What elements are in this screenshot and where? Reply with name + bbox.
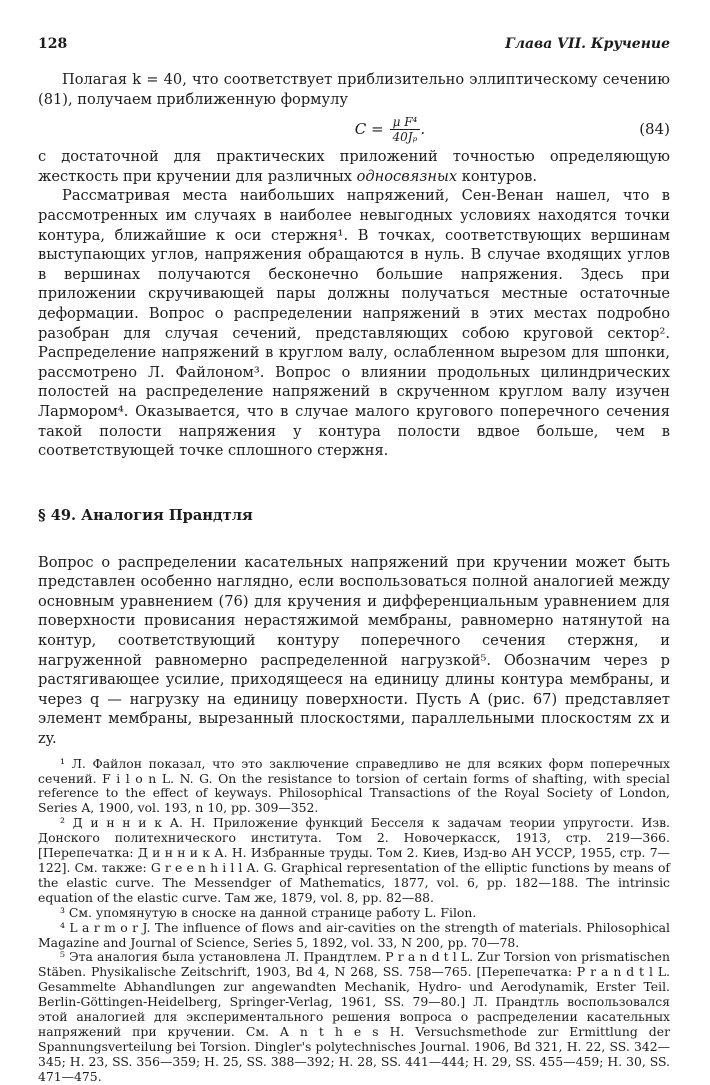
paragraph-rigidity: [38, 147, 670, 186]
formula-denominator: 40Jₚ: [392, 129, 418, 144]
formula-lhs: C =: [354, 120, 384, 139]
footnote-4: ⁴ L a r m o r J. The influence of flows and air-cavities on the strength of materials. Philosophical Magazine and Journal of Science, Series 5, 1892, vol. 33, N 200, pp. 70—78.: [38, 919, 670, 950]
footnote-3: ³ См. упомянутую в сноске на данной странице работу L. Filon.: [60, 904, 477, 920]
running-header: [38, 36, 670, 56]
paragraph-saint-venant: Рассматривая места наибольших напряжений, Сен-Венан нашел, что в рассмотренных им случаях в наиболее невыгодных условиях находятся точки контура, ближайшие к оси стержня¹. В точках, соответствующих вершинам выступающих углов, напряжения обращаются в нуль. В случае входящих углов в вершинах получаются бесконечно большие напряжения. Здесь при приложении скручивающей пары должны получаться местные остаточные деформации. Вопрос о распределении напряжений в этих местах подробно разобран для случая сечений, представляющих собою круговой сектор². Распределение напряжений в круглом валу, ослабленном вырезом для шпонки, рассмотрено Л. Файлоном³. Вопрос о влиянии продольных цилиндрических полостей на распределение напряжений в скрученном круглом валу изучен Лармором⁴. Оказывается, что в случае малого кругового поперечного сечения такой полости напряжения у контура полости вдвое больше, чем в соответствующей точке сплошного стержня.: [38, 187, 670, 460]
section-title: § 49. Аналогия Прандтля: [38, 506, 253, 524]
paragraph-rigidity-end: контуров.: [461, 167, 537, 185]
paragraph-intro: Полагая k = 40, что соответствует приблизительно эллиптическому сечению (81), получаем приближенную формулу: [38, 71, 670, 108]
chapter-title: Глава VII. Кручение: [505, 36, 670, 52]
footnote-1: ¹ Л. Файлон показал, что это заключение справедливо не для всяких форм поперечных сечений. F i l o n L. N. G. On the resistance to torsion of certain forms of shafting, with special reference to the effect of keyways. Philosophical Transactions of the Royal Society of London, Series A, 1900, vol. 193, n 10, pp. 309—352.: [38, 755, 670, 816]
italic-term: односвязных: [356, 167, 458, 185]
paragraph-rigidity-text: с достаточной для практических приложений точностью определяющую жесткость при кручении для различных: [38, 148, 670, 185]
equation-number: (84): [639, 120, 670, 139]
footnotes: [38, 757, 670, 1085]
page: [38, 36, 670, 1085]
footnote-5: ⁵ Эта аналогия была установлена Л. Прандтлем. P r a n d t l L. Zur Torsion von prismatischen Stäben. Physikalische Zeitschrift, 1903, Bd 4, N 268, SS. 758—765. [Перепечатка: P r a n d t l L. Gesammelte Abhandlungen zur angewandten Mechanik, Hydro- und Aerodynamik, Erster Teil. Berlin-Göttingen-Heidelberg, Springer-Verlag, 1961, SS. 79—80.] Л. Прандтль воспользовался этой аналогией для экспериментального решения вопроса о распределении касательных напряжений при кручении. См. A n t h e s H. Versuchsmethode zur Ermittlung der Spannungsverteilung bei Torsion. Dingler's polytechnisches Journal. 1906, Bd 321, H. 22, SS. 342—345; H. 23, SS. 356—359; H. 25, SS. 388—392; H. 28, SS. 441—444; H. 29, SS. 455—459; H. 30, SS. 471—475.: [38, 949, 670, 1084]
formula-expression: [355, 115, 426, 144]
formula-numerator: μ F⁴: [390, 115, 421, 130]
page-number: 128: [38, 36, 68, 52]
formula-84: [38, 111, 670, 147]
formula-tail: .: [420, 120, 426, 139]
formula-fraction: [390, 115, 421, 144]
paragraph-prandtl-analogy: Вопрос о распределении касательных напряжений при кручении может быть представлен особенно наглядно, если воспользоваться полной аналогией между основным уравнением (76) для кручения и дифференциальным уравнением для поверхности провисания нерастяжимой мембраны, равномерно натянутой на контур, соответствующий контуру поперечного сечения стержня, и нагруженной равномерно распределенной нагрузкой⁵. Обозначим через p растягивающее усилие, приходящееся на единицу длины контура мембраны, и через q — нагрузку на единицу поверхности. Пусть A (рис. 67) представляет элемент мембраны, вырезанный плоскостями, параллельными плоскостям zx и zy.: [38, 553, 670, 748]
footnote-2: ² Д и н н и к А. Н. Приложение функций Бесселя к задачам теории упругости. Изв. Донского политехнического института. Том 2. Новочеркасск, 1913, стр. 219—366. [Перепечатка: Д и н н и к А. Н. Избранные труды. Том 2. Киев, Изд-во АН УССР, 1955, стр. 7—122]. См. также: G r e e n h i l l A. G. Graphical representation of the elliptic functions by means of the elastic curve. The Messendger of Mathematics, 1877, vol. 6, pp. 182—188. The intrinsic equation of the elastic curve. Там же, 1879, vol. 8, pp. 82—88.: [38, 815, 670, 905]
